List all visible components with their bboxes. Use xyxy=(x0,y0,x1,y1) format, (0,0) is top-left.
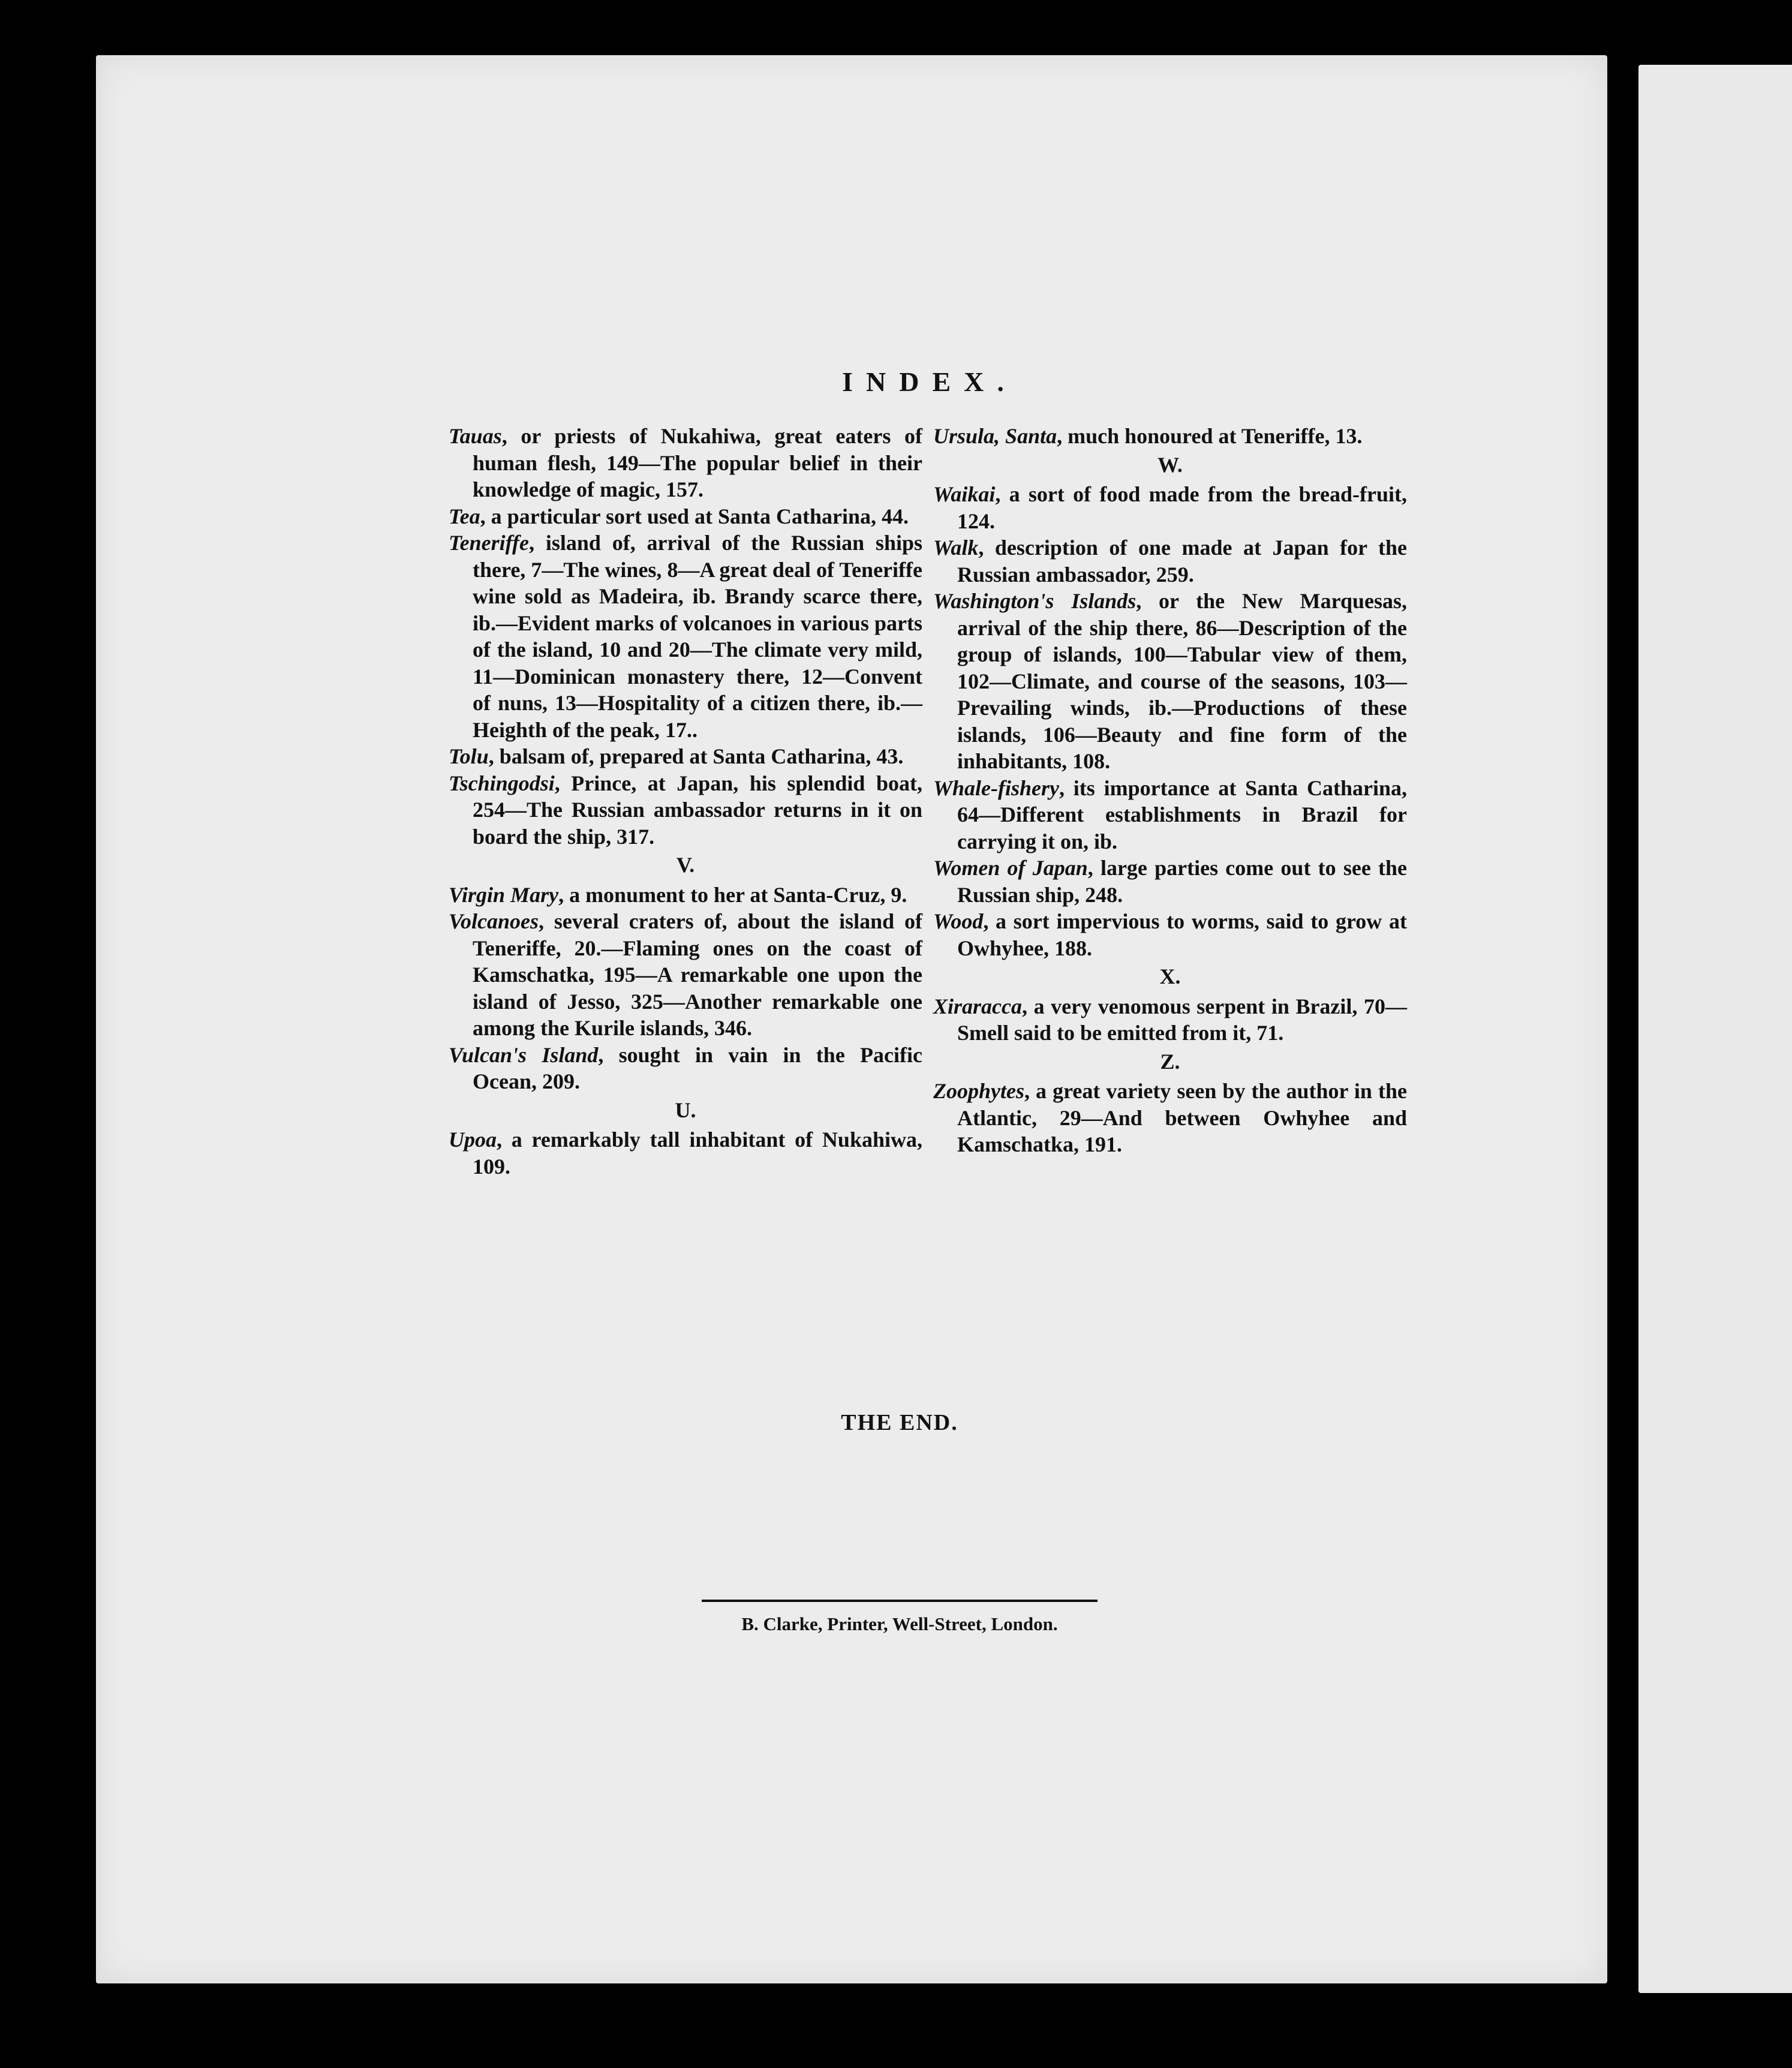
entry-text: , Prince, at Japan, his splendid boat, 254—The Russian ambassador returns in it on board the ship, 317. xyxy=(473,771,922,849)
entry-heading: Vulcan's Island xyxy=(449,1042,599,1067)
index-entry xyxy=(933,855,1407,908)
section-letter: V. xyxy=(676,853,695,877)
entry-heading: Xiraracca xyxy=(933,994,1022,1018)
entry-heading: Upoa xyxy=(449,1128,497,1152)
section-letter: Z. xyxy=(1160,1049,1180,1074)
page-title: INDEX. xyxy=(842,366,1017,397)
index-entry xyxy=(933,423,1407,450)
entry-text: , much honoured at Teneriffe, 13. xyxy=(1057,424,1363,448)
entry-heading: Zoophytes xyxy=(933,1079,1024,1103)
entry-heading: Waikai xyxy=(933,482,996,506)
index-column-left xyxy=(449,423,922,1180)
entry-heading: Whale-fishery xyxy=(933,776,1059,800)
entry-text: , or the New Marquesas, arrival of the ship there, 86—Description of the group of islands, 100—Tabular view of them, 102—Climate, and course of the seasons, 103—Prevailing winds, ib.—Productions of these islands, 106—Beauty and fine form of the inhabitants, 108. xyxy=(957,589,1408,773)
entry-heading: Volcanoes xyxy=(449,909,539,933)
index-entry xyxy=(449,503,922,530)
entry-text: , a sort impervious to worms, said to grow at Owhyhee, 188. xyxy=(957,909,1407,960)
entry-text: , a monument to her at Santa-Cruz, 9. xyxy=(558,882,907,907)
entry-heading: Virgin Mary xyxy=(449,882,559,907)
section-letter: X. xyxy=(1159,964,1181,988)
entry-text: , or priests of Nukahiwa, great eaters of human flesh, 149—The popular belief in their knowledge of magic, 157. xyxy=(473,424,922,501)
index-entry xyxy=(449,423,922,503)
entry-text: , a remarkably tall inhabitant of Nukahiwa, 109. xyxy=(473,1128,922,1179)
entry-heading: Ursula, Santa xyxy=(933,424,1057,448)
entry-text: , a great variety seen by the author in the Atlantic, 29—And between Owhyhee and Kamschatka, 191. xyxy=(957,1079,1407,1156)
entry-text: , description of one made at Japan for the Russian ambassador, 259. xyxy=(957,536,1407,587)
index-column-right xyxy=(933,423,1407,1158)
entry-text: , several craters of, about the island of Teneriffe, 20.—Flaming ones on the coast of Kamschatka, 195—A remarkable one upon the island of Jesso, 325—Another remarkable one among the Kurile islands, 346. xyxy=(473,909,922,1040)
entry-text: , its importance at Santa Catharina, 64—Different establishments in Brazil for carrying it on, ib. xyxy=(957,776,1407,853)
entry-text: , a sort of food made from the bread-fruit, 124. xyxy=(957,482,1407,533)
index-entry xyxy=(449,530,922,743)
entry-heading: Tschingodsi xyxy=(449,771,555,795)
entry-heading: Tea xyxy=(449,504,480,528)
index-entry xyxy=(449,743,922,770)
printer-imprint: B. Clarke, Printer, Well-Street, London. xyxy=(741,1613,1058,1634)
section-letter: U. xyxy=(675,1098,696,1122)
entry-heading: Washington's Islands xyxy=(933,589,1136,613)
index-entry xyxy=(449,882,922,909)
entry-heading: Walk xyxy=(933,536,979,560)
index-entry xyxy=(449,1126,922,1180)
entry-text: , island of, arrival of the Russian ships there, 7—The wines, 8—A great deal of Teneriffe wine sold as Madeira, ib. Brandy scarce there, ib.—Evident marks of volcanoes in various parts of the island, 10 and 20—The climate very mild, 11—Dominican monastery there, 12—Convent of nuns, 13—Hospitality of a citizen there, ib.—Heighth of the peak, 17.. xyxy=(473,531,922,742)
index-entry xyxy=(933,993,1407,1047)
index-entry xyxy=(449,770,922,850)
page-corner-shadow xyxy=(0,1403,16,1499)
entry-heading: Wood xyxy=(933,909,984,933)
end-marker: THE END. xyxy=(841,1410,958,1435)
entry-text: , a very venomous serpent in Brazil, 70—Smell said to be emitted from it, 71. xyxy=(957,994,1407,1045)
index-entry xyxy=(933,908,1407,961)
index-entry xyxy=(449,1042,922,1095)
section-letter: W. xyxy=(1157,452,1183,477)
entry-heading: Women of Japan xyxy=(933,856,1088,880)
entry-text: , sought in vain in the Pacific Ocean, 209. xyxy=(473,1042,922,1093)
index-entry xyxy=(933,1078,1407,1158)
imprint-rule xyxy=(702,1600,1098,1602)
facing-page-edge xyxy=(1638,65,1792,1993)
entry-heading: Tauas xyxy=(449,424,502,448)
entry-heading: Tolu xyxy=(449,744,489,768)
index-entry xyxy=(933,481,1407,534)
index-entry xyxy=(933,588,1407,775)
entry-text: , balsam of, prepared at Santa Catharina, 43. xyxy=(488,744,904,768)
entry-text: , a particular sort used at Santa Catharina, 44. xyxy=(480,504,909,528)
entry-text: , large parties come out to see the Russian ship, 248. xyxy=(957,856,1407,907)
index-entry xyxy=(449,908,922,1042)
entry-heading: Teneriffe xyxy=(449,531,529,555)
index-entry xyxy=(933,775,1407,855)
index-entry xyxy=(933,534,1407,588)
